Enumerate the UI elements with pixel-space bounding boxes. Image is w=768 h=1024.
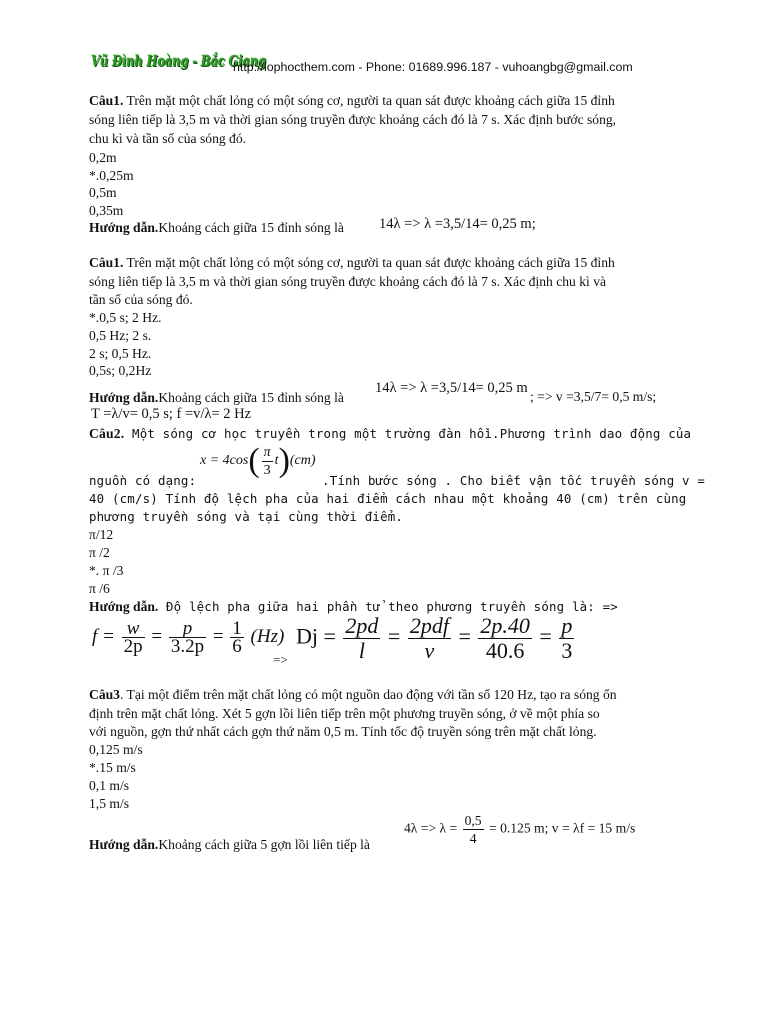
q2-source-label: nguồn có dạng:: [89, 473, 197, 488]
q3-guide-formula: [404, 812, 635, 847]
q1-option-b: *.0,25m: [89, 168, 134, 183]
contact-info: http://lophocthem.com - Phone: 01689.996.187 - vuhoangbg@gmail.com: [233, 60, 633, 74]
g-frac: [463, 812, 484, 847]
q2-line1: [89, 425, 691, 443]
equals-sign: =: [458, 623, 471, 649]
f-frac-1: [122, 620, 145, 655]
q1b-text-2: sóng liên tiếp là 3,5 m và thời gian sóng truyền được khoảng cách đó là 7 s. Xác định chu kì và: [89, 274, 607, 289]
q3-option-b: *.15 m/s: [89, 760, 136, 775]
q2-text-1: Một sóng cơ học truyền trong một trường đàn hồi.Phương trình dao động của: [124, 426, 692, 441]
q2-guide-label: Hướng dẫn.: [89, 599, 159, 614]
q1-line1: [89, 92, 615, 110]
phi-frac-2: [408, 614, 451, 663]
q1-text-2: sóng liên tiếp là 3,5 m và thời gian sóng truyền được khoảng cách đó là 7 s. Xác định bước sóng,: [89, 112, 617, 127]
q3-text-3: với nguồn, gợn thứ nhất cách gợn thứ năm 0,5 m. Tính tốc độ truyền sóng trên mặt chất lỏng.: [89, 724, 597, 739]
q2-formula-unit: (cm): [289, 453, 316, 469]
q1b-option-c: 2 s; 0,5 Hz.: [89, 346, 152, 361]
q2-option-d: π /6: [89, 581, 110, 596]
q2-option-a: π/12: [89, 527, 114, 542]
q1b-label: Câu1.: [89, 255, 124, 270]
q2-text-3: 40 (cm/s) Tính độ lệch pha của hai điểm cách nhau một khoảng 40 (cm) trên cùng: [89, 491, 687, 506]
q3-guide-text: Khoảng cách giữa 5 gợn lồi liên tiếp là: [158, 837, 370, 852]
p4-num: p: [561, 613, 573, 638]
q1-guide-text: Khoảng cách giữa 15 đỉnh sóng là: [158, 220, 344, 235]
phi-frac-4: [559, 614, 574, 663]
q2-formula-den: 3: [263, 462, 271, 478]
q1-guide-formula: 14λ => λ =3,5/14= 0,25 m;: [379, 216, 536, 232]
p3-den: 40.6: [485, 638, 525, 663]
p4-den: 3: [561, 638, 573, 663]
g-den: 4: [469, 831, 477, 846]
equals-sign: =: [539, 623, 552, 649]
p2-den: v: [424, 638, 435, 663]
q1-text-1: Trên mặt một chất lỏng có một sóng cơ, người ta quan sát được khoảng cách giữa 15 đỉnh: [123, 93, 615, 108]
q2-formula-frac: [262, 444, 273, 479]
q1b-guide-formula: 14λ => λ =3,5/14= 0,25 m: [375, 380, 528, 396]
q3-option-c: 0,1 m/s: [89, 778, 130, 793]
q3-guide-label: Hướng dẫn.: [89, 837, 159, 852]
g-rhs: = 0.125 m; v = λf = 15 m/s: [489, 820, 636, 836]
q2-frequency-formula: [92, 620, 284, 655]
q2-text-after: .Tính bước sóng . Cho biết vận tốc truyền sóng v =: [322, 473, 705, 488]
q1b-option-d: 0,5s; 0,2Hz: [89, 363, 152, 378]
q1b-guide: [89, 389, 344, 407]
q1b-guide-line2: T =λ/v= 0,5 s; f =v/λ= 2 Hz: [91, 406, 252, 422]
q1b-text-1: Trên mặt một chất lỏng có một sóng cơ, người ta quan sát được khoảng cách giữa 15 đỉnh: [123, 255, 615, 270]
q2-formula-t: t: [274, 453, 279, 469]
q3-label: Câu3: [89, 687, 120, 702]
f3-num: 1: [232, 618, 242, 639]
q2-option-b: π /2: [89, 545, 110, 560]
q1-guide-label: Hướng dẫn.: [89, 220, 159, 235]
q1-guide: [89, 219, 344, 237]
q2-formula-num: π: [263, 444, 271, 460]
q3-option-a: 0,125 m/s: [89, 742, 143, 757]
q1b-guide-label: Hướng dẫn.: [89, 390, 159, 405]
equals-sign: =: [151, 625, 163, 647]
equals-sign: =: [387, 623, 401, 649]
phi-frac-1: [343, 614, 380, 663]
f1-den: 2p: [123, 636, 143, 657]
q1b-guide-tail: ; => v =3,5/7= 0,5 m/s;: [530, 389, 657, 404]
q1b-option-b: 0,5 Hz; 2 s.: [89, 328, 152, 343]
q1-label: Câu1.: [89, 93, 124, 108]
q1-option-d: 0,35m: [89, 203, 124, 218]
q1-option-a: 0,2m: [89, 150, 117, 165]
q3-option-d: 1,5 m/s: [89, 796, 130, 811]
q2-source-formula: [200, 442, 316, 480]
q2-label: Câu2.: [89, 426, 125, 441]
equals-sign: =: [212, 625, 224, 647]
q1b-option-a: *.0,5 s; 2 Hz.: [89, 310, 162, 325]
q3-text-2: định trên mặt chất lỏng. Xét 5 gợn lồi liên tiếp trên một phương truyền sóng, ở về một phía so: [89, 706, 600, 721]
open-paren: (: [248, 442, 260, 479]
q3-guide: [89, 836, 370, 854]
q2-text-4: phương truyền sóng và tại cùng thời điểm.: [89, 509, 404, 524]
p1-num: 2pd: [345, 613, 379, 638]
f2-num: p: [169, 620, 206, 638]
g-lhs: 4λ => λ =: [404, 820, 458, 836]
f-frac-2: [169, 620, 206, 655]
q1b-text-3: tần số của sóng đó.: [89, 292, 193, 307]
q2-option-c: *. π /3: [89, 563, 124, 578]
q1b-line1: [89, 254, 615, 272]
f-unit: (Hz): [250, 625, 285, 647]
f-lhs: f =: [92, 625, 115, 647]
q2-formula-lhs: x = 4cos: [200, 453, 249, 469]
q3-line1: [89, 686, 617, 704]
f1-num: w: [122, 620, 145, 638]
phi-frac-3: [478, 614, 532, 663]
author-logo: Vũ Đình Hoàng - Bắc Giang: [91, 52, 267, 70]
p2-num: 2pdf: [409, 613, 449, 638]
equals-sign: =: [323, 623, 336, 649]
q1b-guide-text: Khoảng cách giữa 15 đỉnh sóng là: [158, 390, 344, 405]
p3-num: 2p.40: [480, 613, 530, 638]
f2-den: 3.2p: [170, 636, 205, 657]
phi-lhs: Dj: [296, 623, 318, 649]
close-paren: ): [278, 442, 290, 479]
q2-arrow: =>: [273, 652, 288, 667]
f-frac-3: [230, 620, 244, 655]
q3-text-1: . Tại một điểm trên mặt chất lỏng có một nguồn dao động với tần số 120 Hz, tạo ra sóng ổn: [119, 687, 617, 702]
q2-phase-formula: [296, 614, 576, 663]
p1-den: l: [358, 638, 365, 663]
g-num: 0,5: [464, 813, 482, 828]
q1-text-3: chu kì và tần số của sóng đó.: [89, 131, 247, 146]
f3-den: 6: [232, 636, 242, 657]
q1-option-c: 0,5m: [89, 185, 117, 200]
q2-guide-text: Độ lệch pha giữa hai phần tử theo phương truyền sóng là: =>: [158, 599, 618, 614]
